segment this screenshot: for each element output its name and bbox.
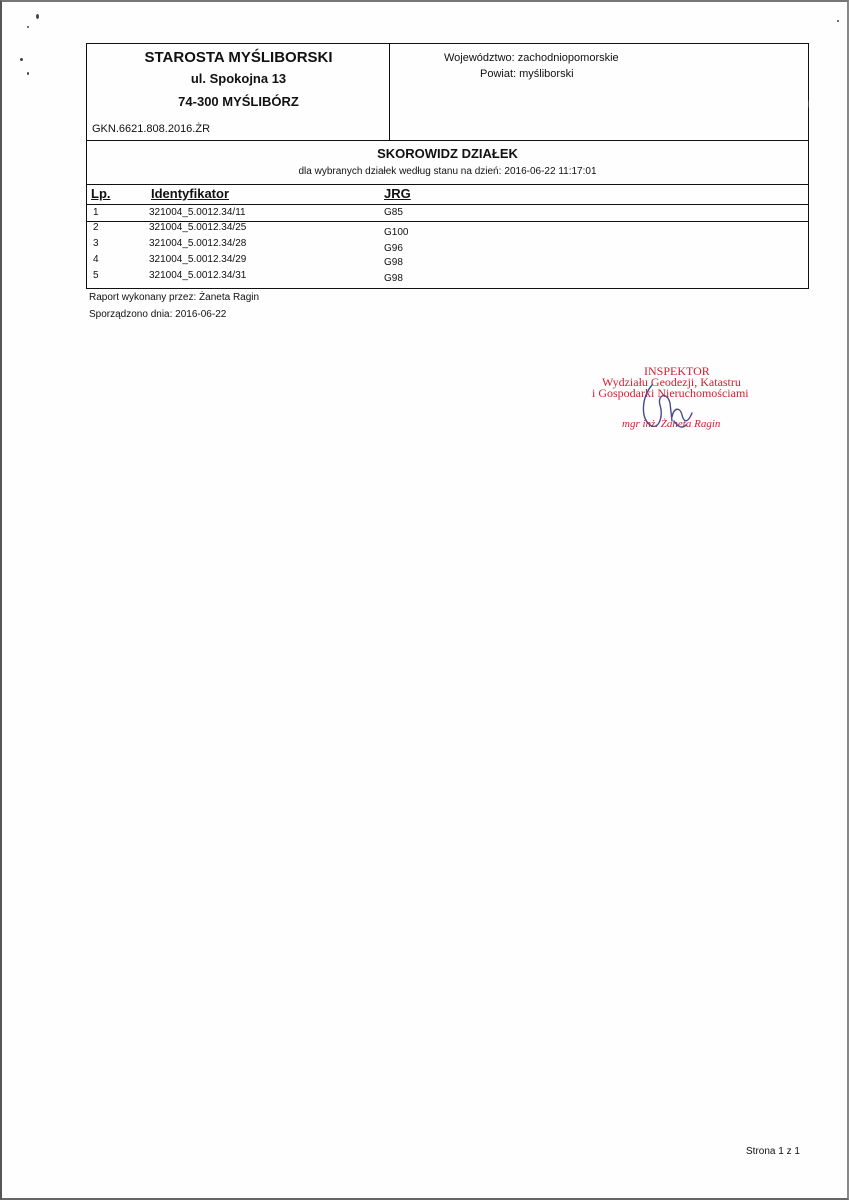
issuer-street: ul. Spokojna 13 [190, 71, 287, 86]
powiat-label: Powiat: myśliborski [480, 68, 574, 80]
cell-identifier: 321004_5.0012.34/25 [149, 222, 247, 233]
table-row [87, 238, 808, 254]
cell-identifier: 321004_5.0012.34/11 [149, 207, 246, 218]
table-row [87, 222, 808, 238]
cell-lp: 4 [93, 254, 99, 265]
subtitle-date: 2016-06-22 11:17:01 [504, 166, 597, 177]
cell-jrg: G98 [384, 273, 403, 284]
region-block [390, 44, 808, 140]
stamp-officer-name: mgr inż. Żaneta Ragin [622, 418, 721, 430]
cell-lp: 2 [93, 222, 99, 233]
issuer-city: 74-300 MYŚLIBÓRZ [178, 94, 299, 109]
issuer-name: STAROSTA MYŚLIBORSKI [144, 49, 333, 66]
cell-identifier: 321004_5.0012.34/29 [149, 254, 247, 265]
cell-lp: 1 [93, 207, 99, 218]
cell-lp: 3 [93, 238, 99, 249]
column-header-lp: Lp. [91, 186, 111, 201]
scan-speck [837, 20, 839, 22]
scan-speck [36, 14, 39, 19]
stamp-department-cont: i Gospodarki Nieruchomościami [592, 386, 749, 400]
table-row [87, 254, 808, 270]
header-box [86, 43, 809, 141]
issuer-block [87, 44, 390, 140]
voivodeship-label: Województwo: zachodniopomorskie [444, 52, 619, 64]
document-subtitle [87, 166, 808, 177]
title-box [86, 140, 809, 185]
scan-speck [20, 58, 23, 61]
stamp-department: Wydziału Geodezji, Katastru [602, 375, 741, 389]
report-date: Sporządzono dnia: 2016-06-22 [89, 309, 227, 320]
cell-jrg: G100 [384, 227, 409, 238]
case-number: GKN.6621.808.2016.ŻR [92, 123, 211, 135]
scan-speck [808, 100, 809, 108]
scan-speck [27, 26, 29, 28]
cell-jrg: G98 [384, 257, 403, 268]
table-row [87, 270, 808, 286]
column-header-identifier: Identyfikator [151, 186, 230, 201]
page-number: Strona 1 z 1 [746, 1146, 800, 1157]
subtitle-text: dla wybranych działek według stanu na dzień: [298, 166, 502, 177]
handwritten-signature-icon [612, 377, 702, 437]
cell-jrg: G96 [384, 243, 403, 254]
report-author: Raport wykonany przez: Żaneta Ragin [89, 292, 260, 303]
table-row [87, 206, 808, 222]
cell-jrg: G85 [384, 207, 403, 218]
cell-identifier: 321004_5.0012.34/31 [149, 270, 247, 281]
stamp-title: INSPEKTOR [644, 364, 710, 378]
cell-lp: 5 [93, 270, 99, 281]
column-header-jrg: JRG [384, 186, 411, 201]
parcel-table [86, 185, 809, 289]
cell-identifier: 321004_5.0012.34/28 [149, 238, 247, 249]
scan-speck [27, 72, 29, 75]
document-title: SKOROWIDZ DZIAŁEK [377, 146, 518, 161]
table-header [87, 185, 808, 205]
